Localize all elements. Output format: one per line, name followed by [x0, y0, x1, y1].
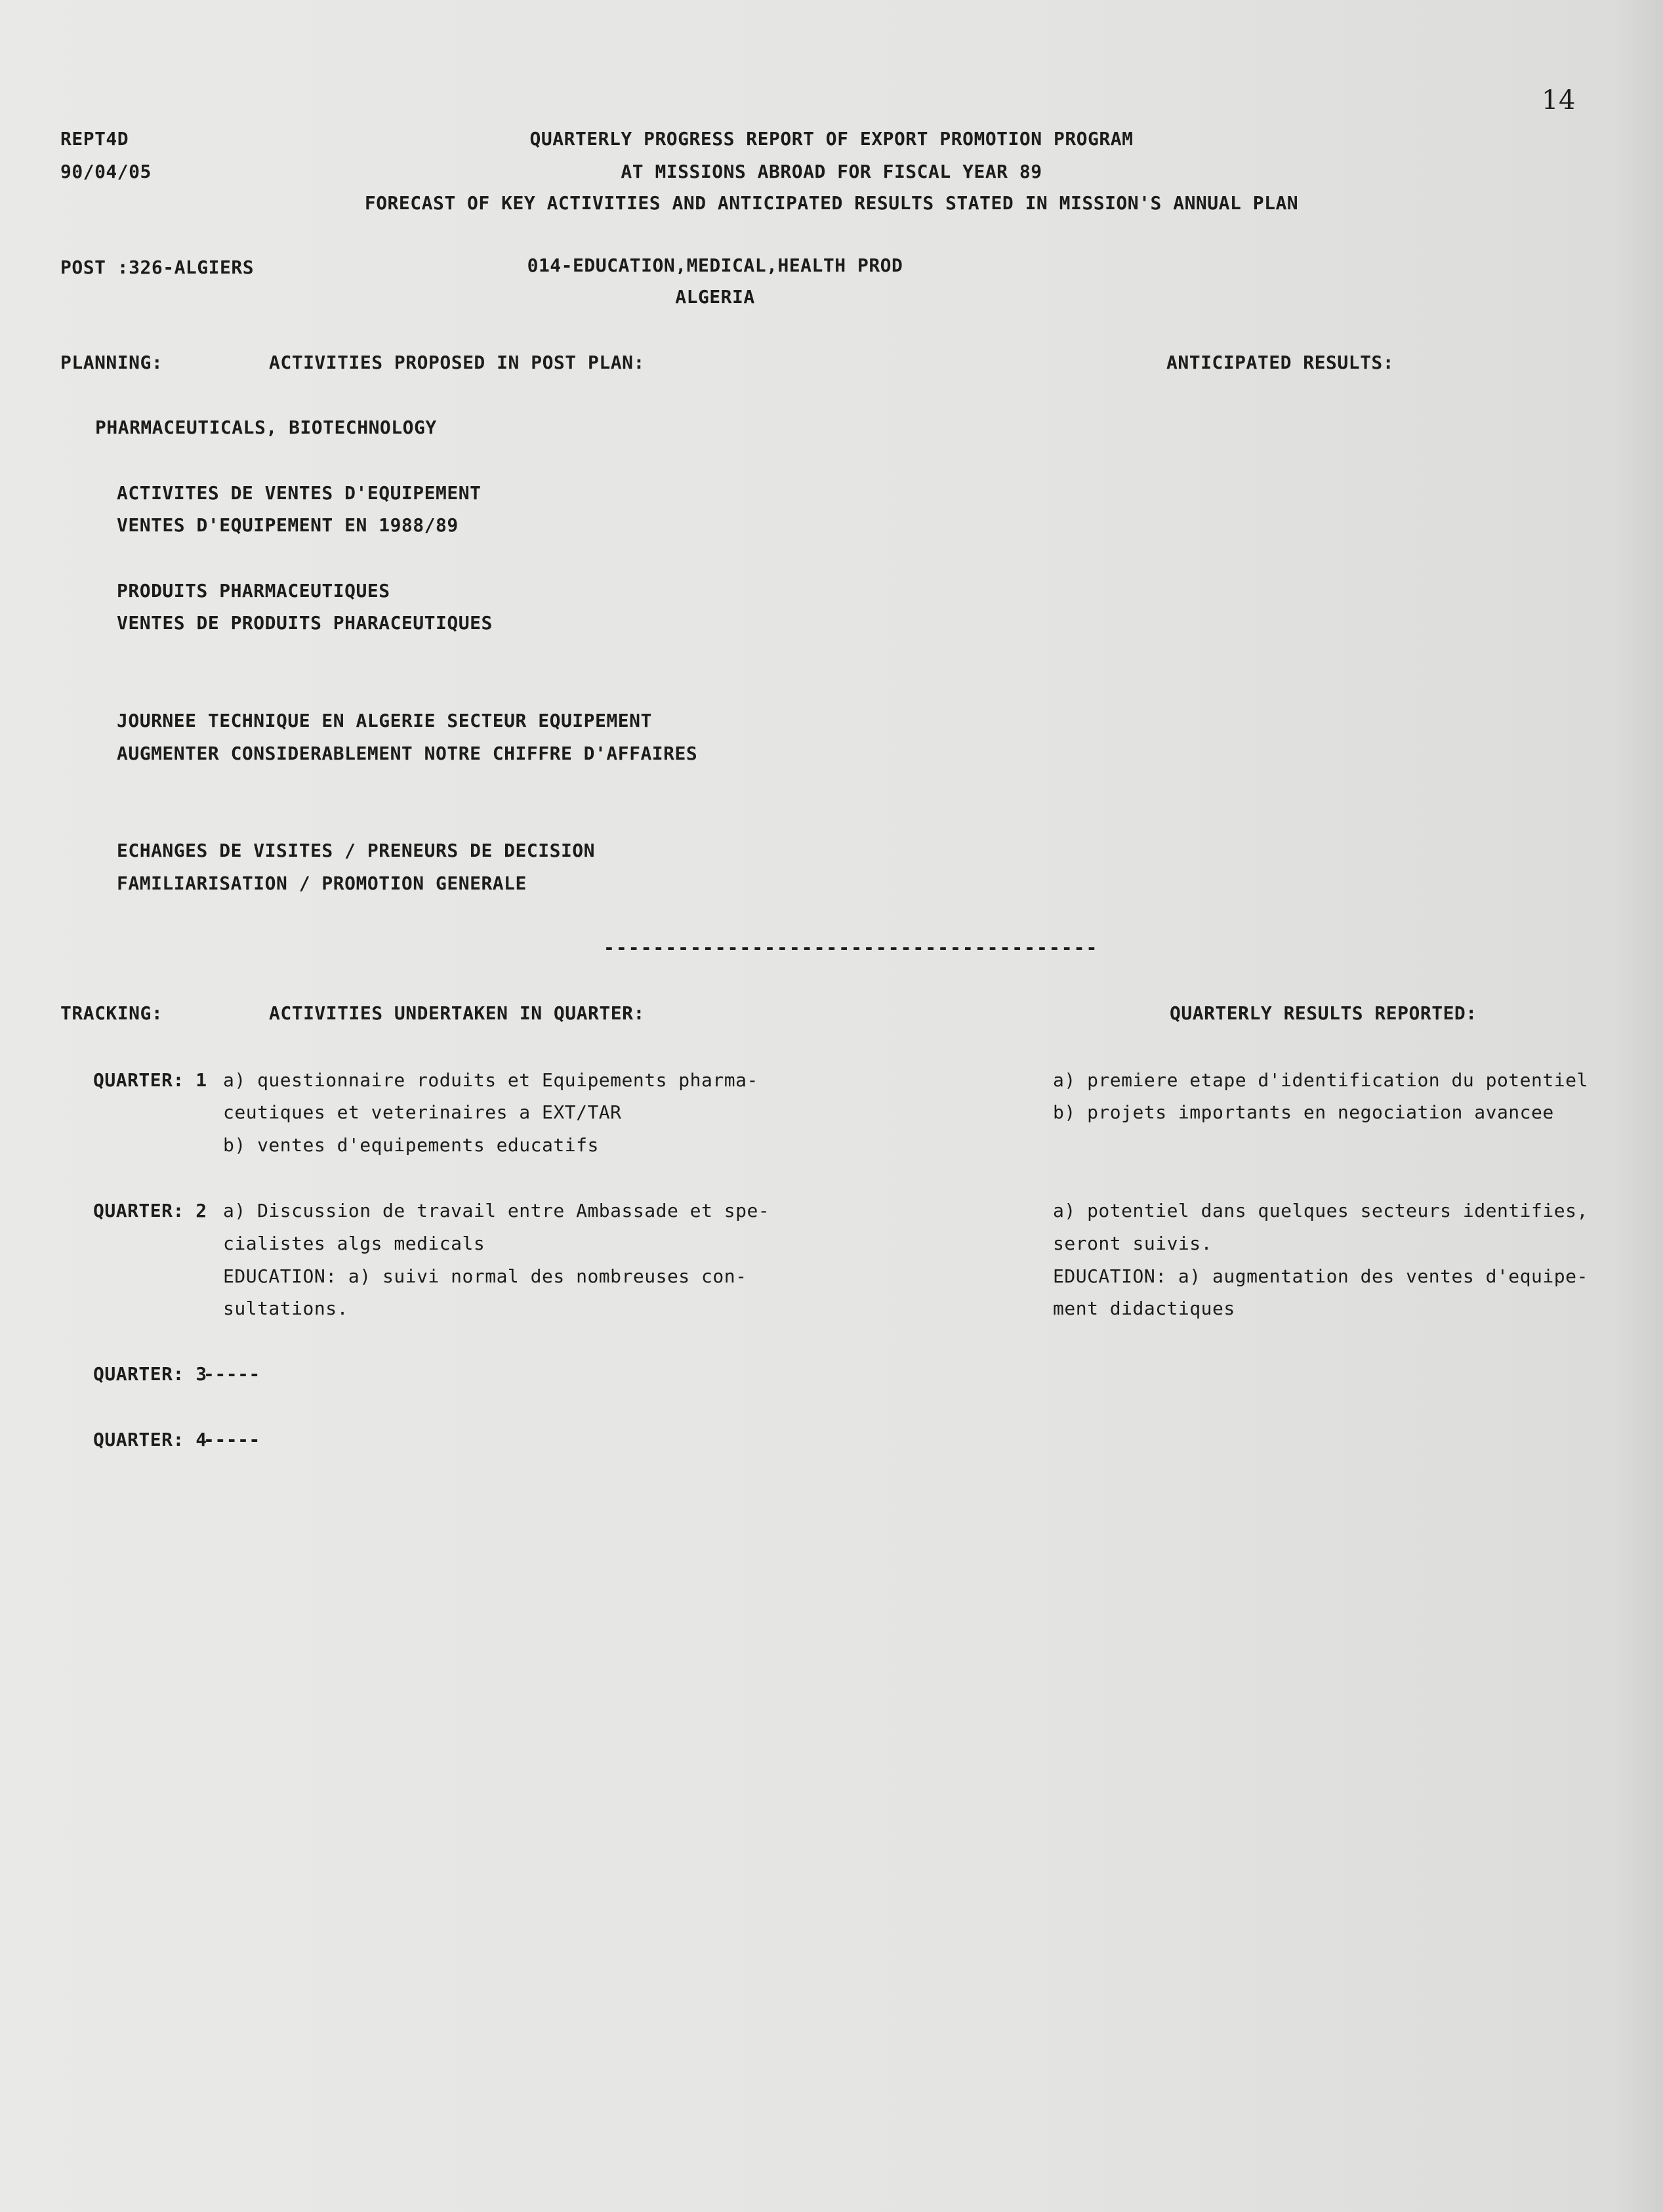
quarter-label: QUARTER: 4 — [93, 1429, 207, 1450]
quarter-activity-line: sultations. — [223, 1298, 348, 1319]
report-title-line-2: AT MISSIONS ABROAD FOR FISCAL YEAR 89 — [621, 161, 1042, 182]
planned-result: AUGMENTER CONSIDERABLEMENT NOTRE CHIFFRE D'AFFAIRES — [117, 743, 698, 764]
planned-activity: ACTIVITES DE VENTES D'EQUIPEMENT — [117, 482, 482, 504]
planned-result: VENTES DE PRODUITS PHARACEUTIQUES — [117, 612, 493, 634]
planning-results-heading: ANTICIPATED RESULTS: — [1166, 352, 1395, 373]
planning-label: PLANNING: — [60, 352, 163, 373]
quarter-activity-line: ceutiques et veterinaires a EXT/TAR — [223, 1101, 622, 1123]
sector-label: 014-EDUCATION,MEDICAL,HEALTH PROD — [527, 255, 903, 276]
report-date: 90/04/05 — [60, 161, 152, 182]
page-number: 14 — [1542, 85, 1576, 115]
quarter-label: QUARTER: 3 — [93, 1363, 207, 1385]
quarter-label: QUARTER: 1 — [93, 1069, 207, 1091]
planning-activities-heading: ACTIVITIES PROPOSED IN POST PLAN: — [269, 352, 645, 373]
country-label: ALGERIA — [675, 286, 755, 308]
post-label: POST :326-ALGIERS — [60, 256, 255, 278]
planned-activity: ECHANGES DE VISITES / PRENEURS DE DECISION — [117, 840, 596, 861]
tracking-results-heading: QUARTERLY RESULTS REPORTED: — [1170, 1002, 1477, 1024]
tracking-activities-heading: ACTIVITIES UNDERTAKEN IN QUARTER: — [269, 1002, 645, 1024]
quarter-activity-line: ----- — [203, 1429, 260, 1450]
tracking-label: TRACKING: — [60, 1002, 163, 1024]
quarter-label: QUARTER: 2 — [93, 1200, 207, 1221]
planned-result: FAMILIARISATION / PROMOTION GENERALE — [117, 872, 527, 894]
quarter-activity-line: a) Discussion de travail entre Ambassade et spe- — [223, 1200, 770, 1221]
quarter-activity-line: b) ventes d'equipements educatifs — [223, 1134, 599, 1156]
quarter-result-line: b) projets importants en negociation avancee — [1053, 1101, 1554, 1123]
planned-result: VENTES D'EQUIPEMENT EN 1988/89 — [117, 514, 459, 536]
section-separator: ---------------------------------------- — [604, 937, 1099, 958]
planned-activity: JOURNEE TECHNIQUE EN ALGERIE SECTEUR EQUIPEMENT — [117, 710, 652, 731]
quarter-result-line: a) potentiel dans quelques secteurs identifies, — [1053, 1200, 1588, 1221]
planning-subsector: PHARMACEUTICALS, BIOTECHNOLOGY — [95, 417, 437, 438]
quarter-activity-line: ----- — [203, 1363, 260, 1385]
quarter-result-line: ment didactiques — [1053, 1298, 1235, 1319]
quarter-result-line: EDUCATION: a) augmentation des ventes d'equipe- — [1053, 1265, 1588, 1287]
quarter-activity-line: EDUCATION: a) suivi normal des nombreuses con- — [223, 1265, 747, 1287]
quarter-activity-line: cialistes algs medicals — [223, 1233, 485, 1254]
report-code: REPT4D — [60, 128, 129, 150]
report-title-line-1: QUARTERLY PROGRESS REPORT OF EXPORT PROMOTION PROGRAM — [529, 128, 1134, 150]
quarter-activity-line: a) questionnaire roduits et Equipements pharma- — [223, 1069, 758, 1091]
quarter-result-line: a) premiere etape d'identification du potentiel — [1053, 1069, 1588, 1091]
report-title-line-3: FORECAST OF KEY ACTIVITIES AND ANTICIPATED RESULTS STATED IN MISSION'S ANNUAL PLAN — [364, 192, 1299, 214]
quarter-result-line: seront suivis. — [1053, 1233, 1213, 1254]
planned-activity: PRODUITS PHARMACEUTIQUES — [117, 580, 390, 602]
